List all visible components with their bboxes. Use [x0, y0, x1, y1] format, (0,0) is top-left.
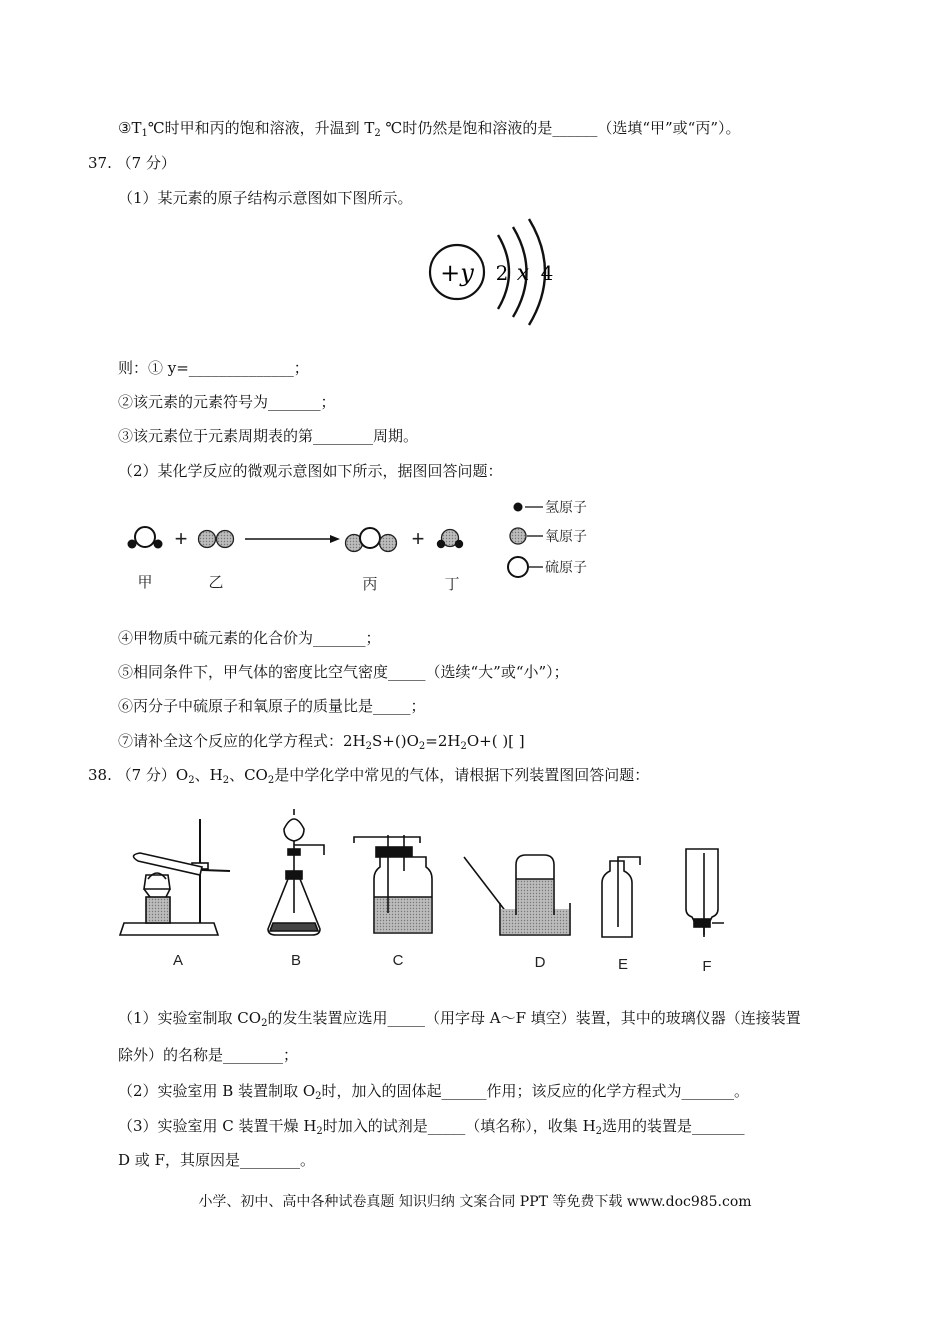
apparatus-label-c: C [392, 952, 404, 969]
q38-part3-line1: （3）实验室用 C 装置干燥 $H_2$时加入的试剂是_____（填名称），收集 $H_2$选用的装置是_______ [118, 1117, 745, 1137]
page-footer: 小学、初中、高中各种试卷真题 知识归纳 文案合同 PPT 等免费下载 www.doc985.com [198, 1194, 752, 1210]
apparatus-diagram [118, 805, 738, 975]
q37-part2: （2）某化学反应的微观示意图如下所示，据图回答问题： [118, 462, 503, 480]
q37-blank4: ④甲物质中硫元素的化合价为_______； [118, 629, 381, 647]
q37-blank2: ②该元素的元素符号为_______； [118, 393, 336, 411]
shell-count-3: 4 [540, 261, 554, 285]
q37-blank3: ③该元素位于元素周期表的第________周期。 [118, 427, 419, 445]
plus-sign-2: + [411, 526, 425, 551]
label-ding: 丁 [444, 576, 460, 593]
apparatus-f [686, 849, 724, 937]
molecule-bing [346, 528, 397, 552]
q38-part1-line1: （1）实验室制取 $CO_2$的发生装置应选用_____（用字母 A～F 填空）装置，其中的玻璃仪器（连接装置 [118, 1009, 801, 1029]
apparatus-label-e: E [617, 956, 629, 973]
shell-count-1: 2 [495, 261, 509, 285]
apparatus-label-a: A [172, 952, 184, 969]
legend-oxygen: 氧原子 [545, 528, 587, 544]
q38-header: 38. （7 分）$O_2$、$H_2$、$CO_2$是中学化学中常见的气体，请根据下列装置图回答问题： [88, 766, 650, 786]
apparatus-label-d: D [534, 954, 546, 971]
legend-sulfur: 硫原子 [545, 559, 587, 575]
label-jia: 甲 [137, 574, 153, 591]
shell-count-2: x [516, 261, 530, 286]
q37-blank5: ⑤相同条件下，甲气体的密度比空气密度_____（选续“大”或“小”）； [118, 663, 569, 681]
molecule-yi [199, 531, 234, 548]
apparatus-b [268, 809, 324, 935]
atom-structure-diagram [420, 215, 560, 335]
molecule-ding [437, 530, 463, 549]
q38-part3-line2: D 或 F，其原因是________。 [118, 1151, 315, 1169]
apparatus-label-f: F [702, 958, 712, 975]
plus-sign-1: + [174, 526, 188, 551]
molecule-jia [128, 527, 163, 549]
apparatus-c [354, 835, 432, 933]
legend [508, 499, 587, 577]
q36-item3: $③T_1℃$时甲和丙的饱和溶液，升温到 $T_2$ ℃时仍然是饱和溶液的是______（选填“甲”或“丙”）。 [118, 119, 741, 139]
q37-part1: （1）某元素的原子结构示意图如下图所示。 [118, 189, 413, 207]
nucleus-label: +y [440, 259, 474, 287]
q37-blank7: ⑦请补全这个反应的化学方程式：$2H_2S+()O_2=2H_2O+$( )[ ] [118, 732, 525, 752]
label-bing: 丙 [362, 576, 378, 593]
q38-part2: （2）实验室用 B 装置制取 $O_2$时，加入的固体起______作用；该反应的化学方程式为_______。 [118, 1082, 750, 1102]
apparatus-d [464, 855, 570, 935]
q37-blank6: ⑥丙分子中硫原子和氧原子的质量比是_____； [118, 697, 426, 715]
reaction-arrow [245, 535, 340, 543]
apparatus-e [602, 857, 640, 937]
legend-hydrogen: 氢原子 [545, 499, 587, 515]
apparatus-a [120, 819, 230, 935]
reaction-diagram [118, 492, 618, 602]
label-yi: 乙 [208, 574, 224, 591]
q38-part1-line2: 除外）的名称是________； [118, 1046, 299, 1064]
apparatus-label-b: B [290, 952, 302, 969]
q37-header: 37. （7 分） [88, 154, 176, 172]
q37-blank1: 则：① y=______________； [118, 359, 309, 377]
